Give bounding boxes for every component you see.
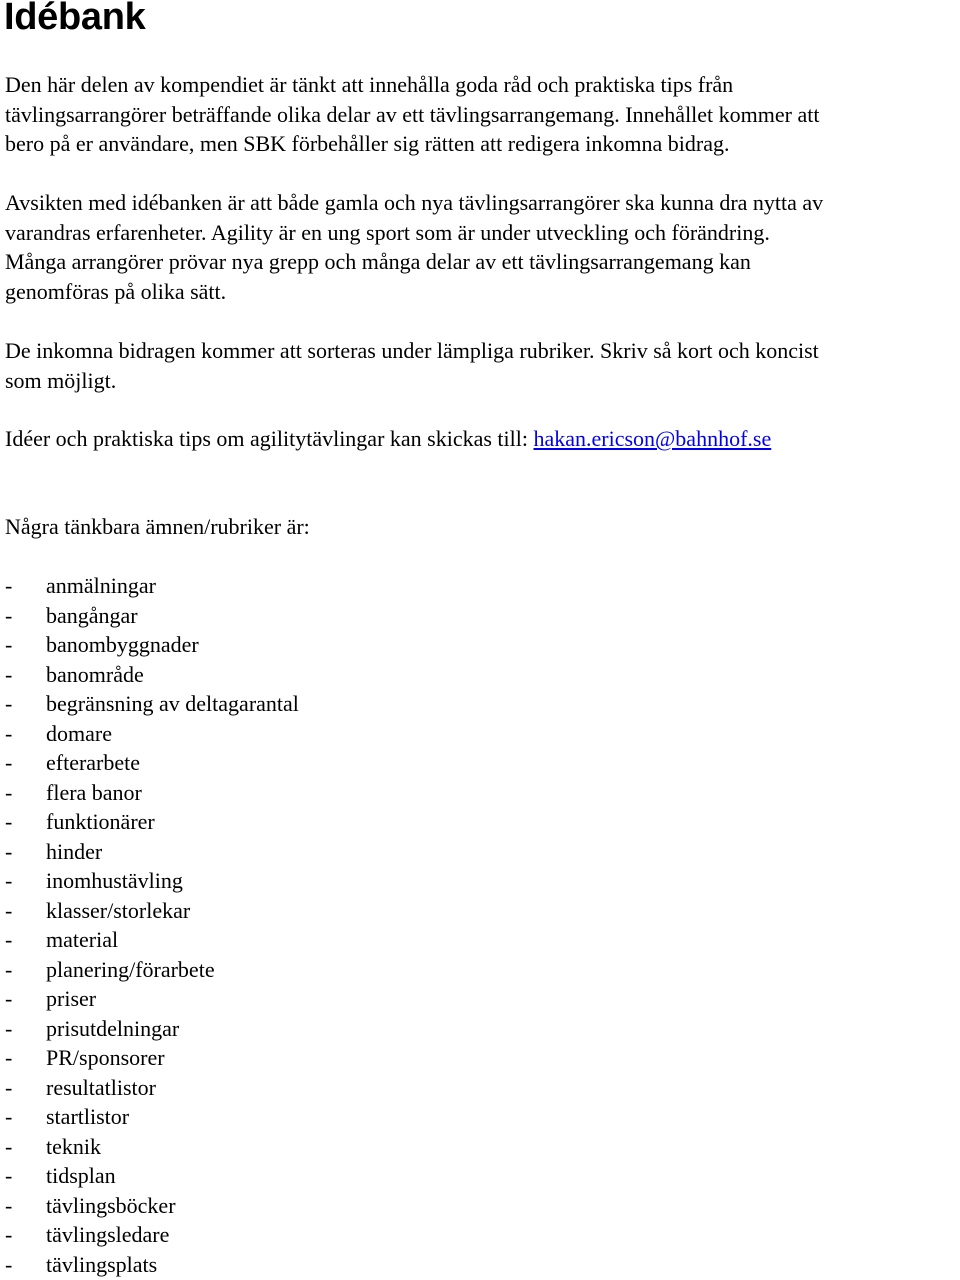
topic-list-item: [5, 837, 299, 867]
page-title: Idébank: [4, 0, 146, 38]
purpose-paragraph: [5, 188, 960, 306]
email-link[interactable]: hakan.ericson@bahnhof.se: [533, 426, 772, 451]
topic-label: teknik: [46, 1133, 101, 1159]
list-bullet-dash: -: [5, 1192, 13, 1218]
list-bullet-dash: -: [5, 897, 13, 923]
intro-line: tävlingsarrangörer beträffande olika delar av ett tävlingsarrangemang. Innehållet kommer att: [5, 101, 820, 127]
sorting-line: De inkomna bidragen kommer att sorteras under lämpliga rubriker. Skriv så kort och koncist: [5, 338, 819, 363]
topic-label: funktionärer: [46, 809, 155, 834]
topic-list-item: [5, 866, 299, 896]
topic-label: banområde: [46, 661, 144, 687]
topic-list-item: [5, 984, 299, 1014]
topic-list-item: [5, 955, 299, 985]
list-bullet-dash: -: [5, 661, 13, 687]
topic-label: tidsplan: [46, 1163, 116, 1188]
topic-list-item: [5, 896, 299, 926]
intro-line: bero på er användare, men SBK förbehåller sig rätten att redigera inkomna bidrag.: [5, 131, 730, 156]
list-bullet-dash: -: [5, 868, 13, 893]
topic-list-item: [5, 630, 299, 660]
topic-list-item: [5, 601, 299, 631]
contact-paragraph: [5, 424, 960, 454]
list-bullet-dash: -: [5, 602, 13, 628]
topic-label: domare: [46, 720, 112, 746]
topic-list-item: [5, 1014, 299, 1044]
list-bullet-dash: -: [5, 779, 13, 805]
topic-list-item: [5, 1161, 299, 1191]
topic-list-item: [5, 1191, 299, 1221]
list-bullet-dash: -: [5, 1133, 13, 1159]
topic-label: resultatlistor: [46, 1074, 156, 1100]
topics-heading: Några tänkbara ämnen/rubriker är:: [5, 514, 310, 539]
list-bullet-dash: -: [5, 1015, 13, 1041]
topic-list-item: [5, 778, 299, 808]
topic-label: efterarbete: [46, 750, 141, 775]
list-bullet-dash: -: [5, 750, 13, 775]
list-bullet-dash: -: [5, 1222, 13, 1247]
topic-list-item: [5, 748, 299, 778]
topic-list-item: [5, 1220, 299, 1250]
topic-list-item: [5, 689, 299, 719]
list-bullet-dash: -: [5, 573, 13, 598]
topic-label: planering/förarbete: [46, 956, 215, 982]
purpose-line: Många arrangörer prövar nya grepp och många delar av ett tävlingsarrangemang kan: [5, 249, 751, 274]
purpose-line: varandras erfarenheter. Agility är en ung sport som är under utveckling och förändring.: [5, 219, 770, 245]
topic-list-item: [5, 660, 299, 690]
topic-label: inomhustävling: [46, 868, 183, 893]
list-bullet-dash: -: [5, 1074, 13, 1100]
sorting-line: som möjligt.: [5, 367, 117, 393]
topic-list-item: [5, 1132, 299, 1162]
list-bullet-dash: -: [5, 632, 13, 657]
topic-list-item: [5, 1102, 299, 1132]
topic-label: anmälningar: [46, 573, 156, 598]
topic-label: prisutdelningar: [46, 1015, 180, 1041]
intro-paragraph: [5, 70, 960, 159]
list-bullet-dash: -: [5, 809, 13, 834]
topic-list-item: [5, 1043, 299, 1073]
topics-list: [5, 571, 299, 1279]
topic-label: material: [46, 927, 119, 952]
topic-label: hinder: [46, 838, 103, 864]
purpose-line: genomföras på olika sätt.: [5, 278, 227, 304]
topic-list-item: [5, 1073, 299, 1103]
topic-list-item: [5, 719, 299, 749]
topic-list-item: [5, 1250, 299, 1280]
list-bullet-dash: -: [5, 1251, 13, 1277]
purpose-line: Avsikten med idébanken är att både gamla och nya tävlingsarrangörer ska kunna dra nytta av: [5, 190, 824, 215]
topic-list-item: [5, 925, 299, 955]
topic-label: klasser/storlekar: [46, 897, 191, 923]
list-bullet-dash: -: [5, 956, 13, 982]
list-bullet-dash: -: [5, 927, 13, 952]
contact-text: Idéer och praktiska tips om agilitytävlingar kan skickas till:: [5, 426, 534, 451]
list-bullet-dash: -: [5, 720, 13, 746]
list-bullet-dash: -: [5, 838, 13, 864]
topic-list-item: [5, 807, 299, 837]
topic-label: banombyggnader: [46, 632, 199, 657]
topic-label: flera banor: [46, 779, 142, 805]
topic-label: bangångar: [46, 602, 138, 628]
topic-label: startlistor: [46, 1104, 130, 1129]
list-bullet-dash: -: [5, 1104, 13, 1129]
list-bullet-dash: -: [5, 691, 13, 716]
topic-label: priser: [46, 986, 97, 1011]
topic-list-item: [5, 571, 299, 601]
list-bullet-dash: -: [5, 1163, 13, 1188]
intro-line: Den här delen av kompendiet är tänkt att innehålla goda råd och praktiska tips från: [5, 72, 734, 97]
topic-label: PR/sponsorer: [46, 1045, 165, 1070]
topic-label: tävlingsledare: [46, 1222, 170, 1247]
topic-label: tävlingsplats: [46, 1251, 158, 1277]
topic-label: tävlingsböcker: [46, 1192, 176, 1218]
list-bullet-dash: -: [5, 986, 13, 1011]
topic-label: begränsning av deltagarantal: [46, 691, 299, 716]
list-bullet-dash: -: [5, 1045, 13, 1070]
sorting-paragraph: [5, 336, 960, 395]
